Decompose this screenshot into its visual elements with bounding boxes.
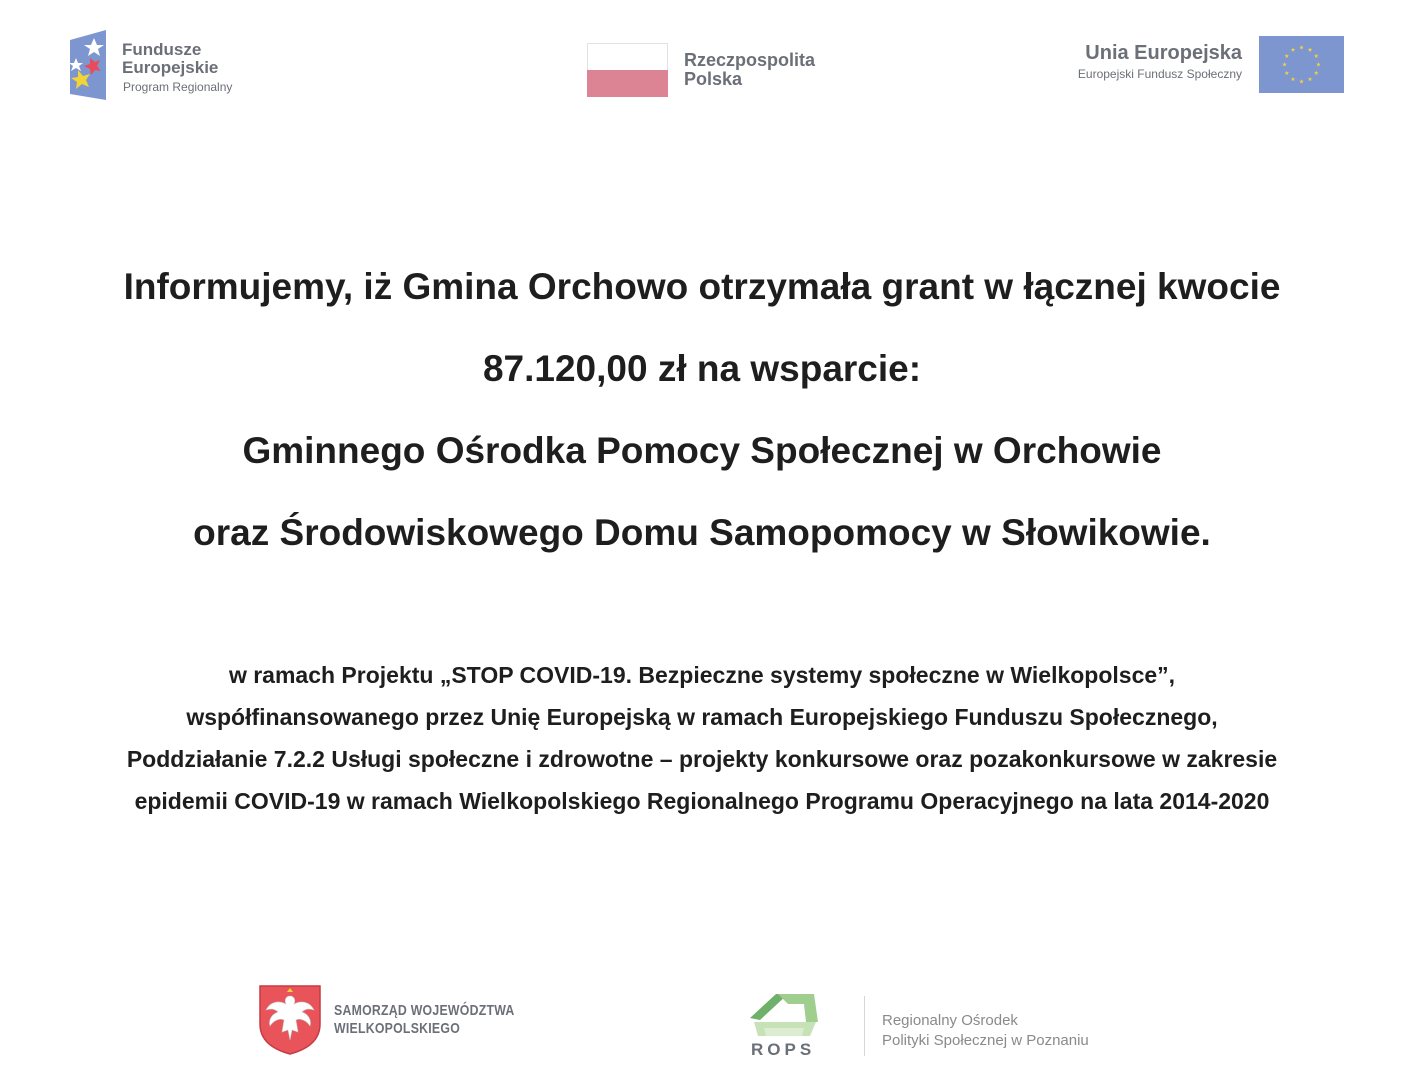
announcement-line3: Gminnego Ośrodka Pomocy Społecznej w Orchowie (242, 430, 1162, 471)
announcement-line1: Informujemy, iż Gmina Orchowo otrzymała grant w łącznej kwocie (123, 266, 1281, 307)
wielkopolska-coat-of-arms-icon (258, 984, 322, 1056)
rops-logo-label: ROPS (751, 1040, 816, 1059)
rp-logo-line2: Polska (684, 69, 743, 89)
project-line1: w ramach Projektu „STOP COVID-19. Bezpieczne systemy społeczne w Wielkopolsce”, (228, 662, 1176, 688)
rops-divider (864, 996, 865, 1056)
project-line4: epidemii COVID-19 w ramach Wielkopolskiego Regionalnego Programu Operacyjnego na lata 2014-2020 (134, 788, 1270, 814)
sw-logo-line2: WIELKOPOLSKIEGO (334, 1020, 461, 1037)
ue-logo-subtitle: Europejski Fundusz Społeczny (1077, 67, 1242, 81)
project-line2: współfinansowanego przez Unię Europejską w ramach Europejskiego Funduszu Społecznego, (186, 704, 1218, 730)
poland-flag-red-icon (587, 70, 668, 97)
rops-logo-icon (748, 992, 820, 1040)
rops-logo-line2: Polityki Społecznej w Poznaniu (882, 1032, 1089, 1049)
fe-logo-line2: Europejskie (122, 58, 219, 77)
rp-logo-text (684, 51, 815, 89)
fe-logo-subtitle: Program Regionalny (123, 80, 233, 94)
sw-logo-line1: SAMORZĄD WOJEWÓDZTWA (334, 1002, 515, 1019)
project-line3: Poddziałanie 7.2.2 Usługi społeczne i zdrowotne – projekty konkursowe oraz pozakonkursowe w zakresie (126, 746, 1278, 772)
poland-flag-white-icon (587, 43, 668, 70)
sw-logo-text (334, 1002, 515, 1038)
ue-logo-title: Unia Europejska (1085, 42, 1242, 64)
eu-flag-icon (1259, 36, 1344, 93)
rops-logo-text (882, 1011, 1089, 1051)
fe-logo-name (122, 41, 218, 77)
rp-logo-line1: Rzeczpospolita (684, 50, 816, 70)
fe-logo-line1: Fundusze (122, 40, 202, 59)
announcement-amount: 87.120,00 zł na wsparcie: (482, 348, 922, 389)
rops-logo-line1: Regionalny Ośrodek (882, 1012, 1018, 1029)
fundusze-europejskie-logo-icon (68, 30, 108, 100)
announcement-line4: oraz Środowiskowego Domu Samopomocy w Słowikowie. (193, 512, 1211, 553)
